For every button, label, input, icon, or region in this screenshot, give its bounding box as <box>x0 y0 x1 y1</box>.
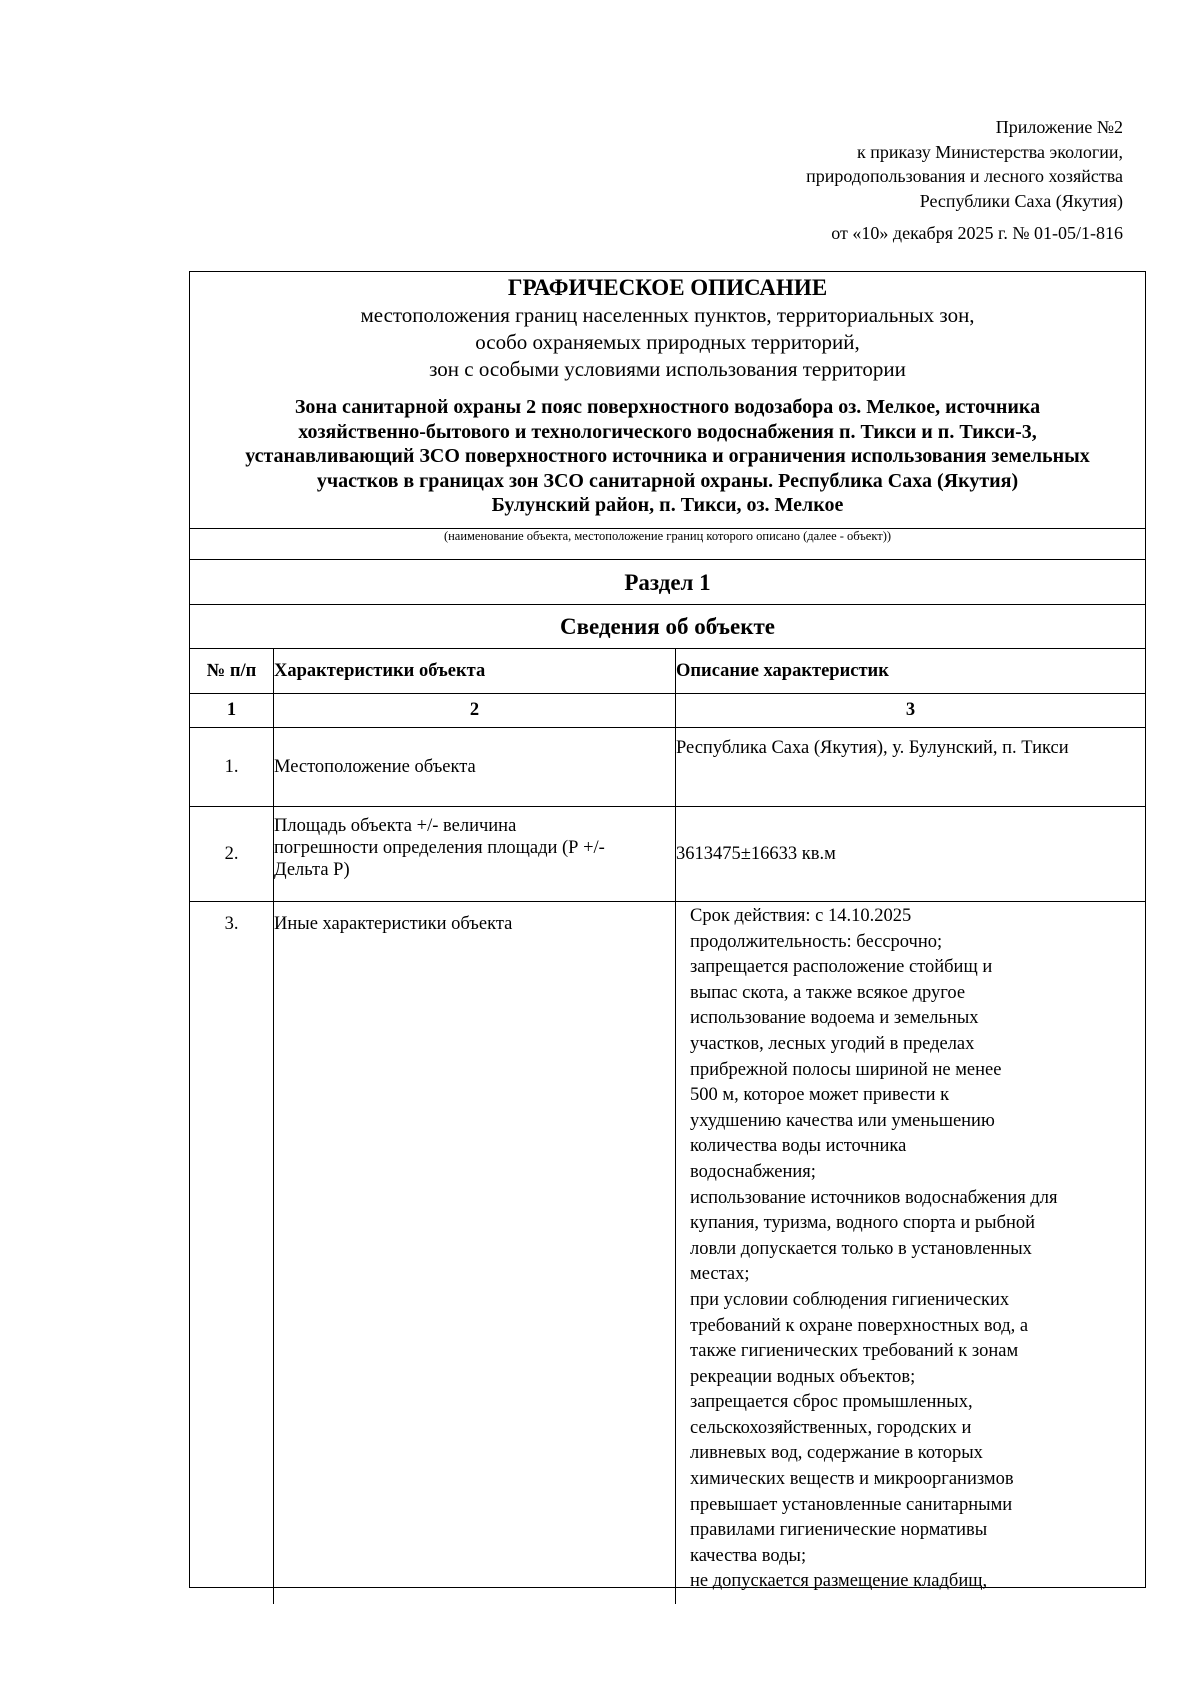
row-characteristic: Иные характеристики объекта <box>274 902 676 1605</box>
object-caption: (наименование объекта, местоположение границ которого описано (далее - объект)) <box>443 529 892 543</box>
form-header <box>190 272 1145 529</box>
row-characteristic <box>274 807 676 902</box>
description-line: не допускается размещение кладбищ, <box>690 1571 988 1592</box>
description-text <box>676 902 1145 1595</box>
description-line: купания, туризма, водного спорта и рыбной <box>690 1213 1036 1234</box>
description-line: использование водоема и земельных <box>690 1008 979 1029</box>
order-date: от «10» декабря 2025 г. № 01-05/1-816 <box>831 223 1123 243</box>
description-line: ухудшению качества или уменьшению <box>690 1110 995 1131</box>
row-description <box>676 902 1146 1605</box>
header-cell-characteristic: Характеристики объекта <box>274 649 676 694</box>
description-line: также гигиенических требований к зонам <box>690 1341 1019 1362</box>
graphic-description-form <box>189 271 1146 1592</box>
object-name-line: Булунский район, п. Тикси, оз. Мелкое <box>491 494 844 516</box>
object-name-line: хозяйственно-бытового и технологического водоснабжения п. Тикси и п. Тикси-3, <box>298 420 1037 443</box>
header-cell-description: Описание характеристик <box>676 649 1146 694</box>
section-number: Раздел 1 <box>624 570 711 595</box>
document-title: ГРАФИЧЕСКОЕ ОПИСАНИЕ <box>507 275 828 300</box>
subtitle-line: зон с особыми условиями использования территории <box>429 357 906 381</box>
object-name-line: Зона санитарной охраны 2 пояс поверхностного водозабора оз. Мелкое, источника <box>294 396 1041 418</box>
description-line: количества воды источника <box>690 1136 907 1157</box>
column-number: 2 <box>274 694 676 728</box>
description-line: продолжительность: бессрочно; <box>690 931 943 952</box>
description-line: химических веществ и микроорганизмов <box>690 1469 1014 1490</box>
table-row <box>190 902 1145 1605</box>
section-title: Сведения об объекте <box>559 614 776 639</box>
description-line: сельскохозяйственных, городских и <box>690 1417 972 1438</box>
divider <box>190 559 1145 560</box>
description-line: требований к охране поверхностных вод, а <box>690 1315 1029 1336</box>
appendix-line: природопользования и лесного хозяйства <box>806 166 1123 186</box>
description-line: использование источников водоснабжения для <box>690 1187 1058 1208</box>
table-column-numbers-row <box>190 694 1145 728</box>
description-line: рекреации водных объектов; <box>690 1366 916 1387</box>
description-line: правилами гигиенические нормативы <box>690 1520 988 1541</box>
characteristic-line: погрешности определения площади (Р +/- <box>274 838 605 858</box>
divider <box>190 604 1145 605</box>
row-characteristic: Местоположение объекта <box>274 728 676 807</box>
description-line: местах; <box>690 1264 750 1285</box>
description-line: запрещается расположение стойбищ и <box>690 957 993 978</box>
object-name <box>190 395 1145 518</box>
column-number: 3 <box>676 694 1146 728</box>
characteristic-line: Площадь объекта +/- величина <box>274 816 517 836</box>
description-line: водоснабжения; <box>690 1161 816 1182</box>
description-line: 500 м, которое может привести к <box>690 1085 950 1106</box>
description-line: качества воды; <box>690 1545 807 1566</box>
column-number: 1 <box>190 694 274 728</box>
table-row <box>190 728 1145 807</box>
row-description: 3613475±16633 кв.м <box>676 807 1146 902</box>
description-line: ловли допускается только в установленных <box>690 1238 1032 1259</box>
subtitle-line: особо охраняемых природных территорий, <box>475 330 860 354</box>
description-line: прибрежной полосы шириной не менее <box>690 1059 1002 1080</box>
object-info-table <box>190 648 1145 1604</box>
header-cell-num: № п/п <box>190 649 274 694</box>
row-description: Республика Саха (Якутия), у. Булунский, п. Тикси <box>676 728 1146 807</box>
row-number: 2. <box>190 807 274 902</box>
description-line: участков, лесных угодий в пределах <box>690 1033 975 1054</box>
table-header-row <box>190 649 1145 694</box>
row-number: 1. <box>190 728 274 807</box>
description-line: ливневых вод, содержание в которых <box>690 1443 983 1464</box>
subtitle-line: местоположения границ населенных пунктов, территориальных зон, <box>360 303 975 327</box>
description-line: запрещается сброс промышленных, <box>690 1392 973 1413</box>
description-line: при условии соблюдения гигиенических <box>690 1289 1010 1310</box>
appendix-line: к приказу Министерства экологии, <box>856 141 1123 162</box>
description-line: превышает установленные санитарными <box>690 1494 1013 1515</box>
characteristic-line: Дельта Р) <box>274 860 350 880</box>
row-number: 3. <box>190 902 274 1605</box>
description-line: выпас скота, а также всякое другое <box>690 982 966 1003</box>
description-line: Срок действия: с 14.10.2025 <box>690 906 912 926</box>
appendix-line: Республики Саха (Якутия) <box>919 190 1123 211</box>
object-name-line: участков в границах зон ЗСО санитарной охраны. Республика Саха (Якутия) <box>316 469 1019 492</box>
table-row <box>190 807 1145 902</box>
object-name-line: устанавливающий ЗСО поверхностного источника и ограничения использования земельных <box>245 445 1090 467</box>
appendix-line: Приложение №2 <box>995 117 1123 137</box>
appendix-block <box>806 115 1123 246</box>
